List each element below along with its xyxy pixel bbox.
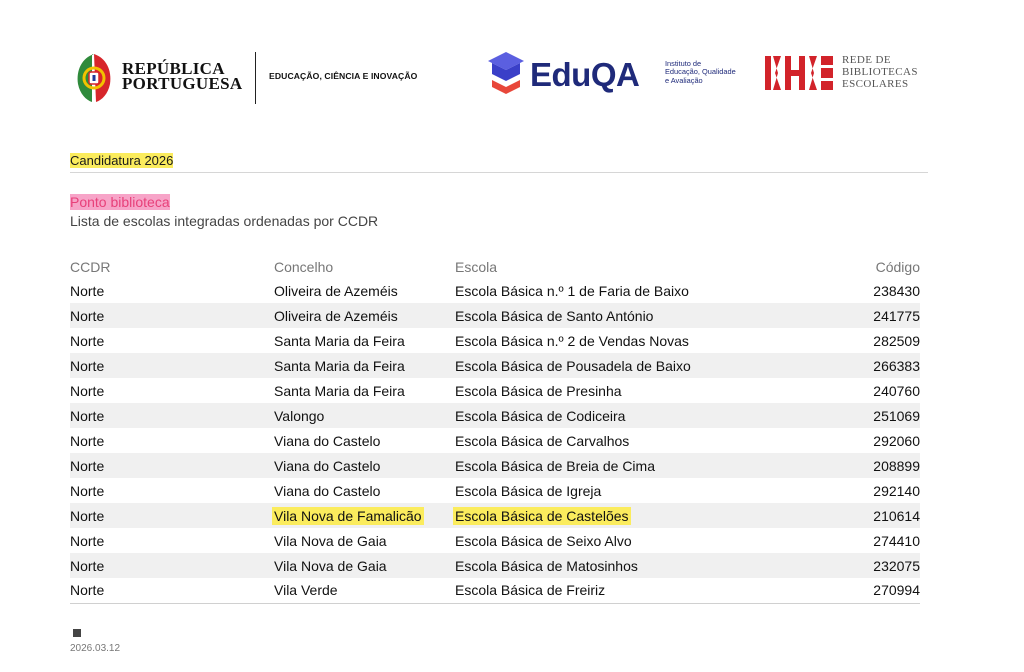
- cell-escola: [455, 503, 785, 528]
- table-row: [70, 453, 920, 478]
- cell-codigo: 274410: [873, 532, 920, 549]
- table-row: [70, 303, 920, 328]
- table-row: [70, 578, 920, 603]
- cell-concelho: Viana do Castelo: [274, 453, 455, 478]
- cell-codigo: 292060: [873, 432, 920, 449]
- rbe-line: REDE DE: [842, 54, 891, 66]
- table-row: [70, 528, 920, 553]
- eduqa-sub-line: e Avaliação: [665, 75, 703, 85]
- table-row: [70, 378, 920, 403]
- cell-escola: Escola Básica de Seixo Alvo: [455, 532, 632, 549]
- logo-divider: [255, 52, 256, 104]
- cell-codigo: 266383: [785, 353, 920, 378]
- cell-codigo: 238430: [873, 282, 920, 299]
- schools-table: [70, 256, 920, 604]
- document-date: 2026.03.12: [70, 643, 121, 654]
- cell-codigo: 210614: [785, 503, 920, 528]
- eduqa-sub-line: Instituto de: [665, 59, 702, 68]
- footer-square-icon: [73, 629, 81, 637]
- table-row-highlighted: [70, 503, 920, 528]
- republica-portuguesa-wordmark: [122, 61, 242, 91]
- cell-ccdr: Norte: [70, 578, 274, 603]
- table-row: [70, 478, 920, 503]
- table-row: [70, 328, 920, 353]
- rbe-line: ESCOLARES: [842, 78, 909, 90]
- cell-ccdr: Norte: [70, 503, 274, 528]
- republica-line: REPÚBLICA: [122, 59, 225, 78]
- rbe-wordmark: [842, 54, 918, 90]
- column-header-escola: Escola: [455, 259, 498, 275]
- cell-concelho: Santa Maria da Feira: [274, 382, 405, 399]
- cell-escola: Escola Básica de Matosinhos: [455, 553, 785, 578]
- cell-ccdr: Norte: [70, 453, 274, 478]
- cell-codigo: 240760: [873, 382, 920, 399]
- eduqa-name-text: EduQA: [530, 56, 640, 93]
- cell-escola: Escola Básica de Pousadela de Baixo: [455, 353, 785, 378]
- highlighted-concelho: Vila Nova de Famalicão: [274, 507, 422, 524]
- rbe-bars-icon: [765, 54, 835, 92]
- cell-ccdr: Norte: [70, 553, 274, 578]
- cell-ccdr: Norte: [70, 403, 274, 428]
- cell-ccdr: Norte: [70, 303, 274, 328]
- cell-codigo: 270994: [785, 578, 920, 603]
- cell-escola: Escola Básica de Carvalhos: [455, 432, 630, 449]
- column-header-codigo: Código: [875, 259, 920, 275]
- section-divider: [70, 172, 928, 173]
- cell-concelho: Oliveira de Azeméis: [274, 303, 455, 328]
- cell-concelho: Vila Nova de Gaia: [274, 532, 387, 549]
- cell-codigo: 292140: [873, 482, 920, 499]
- candidatura-text: Candidatura 2026: [70, 153, 174, 168]
- candidatura-label: [70, 153, 173, 168]
- eduqa-wordmark: [530, 56, 639, 94]
- eduqa-subtitle: [665, 60, 736, 85]
- cell-concelho: Viana do Castelo: [274, 482, 381, 499]
- cell-concelho: Santa Maria da Feira: [274, 332, 405, 349]
- eduqa-sub-line: Educação, Qualidade: [665, 67, 736, 77]
- cell-ccdr: Norte: [70, 532, 105, 549]
- cell-ccdr: Norte: [70, 382, 105, 399]
- eduqa-mortarboard-icon: [486, 50, 526, 98]
- cell-ccdr: Norte: [70, 482, 105, 499]
- cell-concelho: Oliveira de Azeméis: [274, 282, 398, 299]
- cell-escola: Escola Básica de Santo António: [455, 303, 785, 328]
- cell-ccdr: Norte: [70, 353, 274, 378]
- cell-escola: Escola Básica de Igreja: [455, 482, 602, 499]
- cell-codigo: 241775: [785, 303, 920, 328]
- cell-concelho: Santa Maria da Feira: [274, 353, 455, 378]
- column-header-ccdr: CCDR: [70, 259, 111, 275]
- highlighted-escola: Escola Básica de Castelões: [455, 507, 629, 524]
- table-row: [70, 403, 920, 428]
- cell-escola: Escola Básica n.º 1 de Faria de Baixo: [455, 282, 689, 299]
- cell-escola: Escola Básica de Codiceira: [455, 403, 785, 428]
- cell-ccdr: Norte: [70, 332, 105, 349]
- cell-ccdr: Norte: [70, 282, 105, 299]
- column-header-concelho: Concelho: [274, 259, 334, 275]
- table-row: [70, 553, 920, 578]
- table-header-row: [70, 256, 920, 278]
- table-row: [70, 353, 920, 378]
- list-description: Lista de escolas integradas ordenadas por CCDR: [70, 213, 379, 229]
- cell-concelho: Vila Nova de Gaia: [274, 553, 455, 578]
- cell-concelho: Vila Verde: [274, 578, 455, 603]
- program-text: Ponto biblioteca: [70, 194, 170, 210]
- cell-escola: Escola Básica de Freiriz: [455, 578, 785, 603]
- cell-codigo: 251069: [785, 403, 920, 428]
- portuguesa-line: PORTUGUESA: [122, 74, 243, 93]
- ministry-name: EDUCAÇÃO, CIÊNCIA E INOVAÇÃO: [269, 71, 418, 81]
- cell-escola: Escola Básica de Breia de Cima: [455, 453, 785, 478]
- cell-ccdr: Norte: [70, 432, 105, 449]
- cell-codigo: 282509: [873, 332, 920, 349]
- cell-escola: Escola Básica n.º 2 de Vendas Novas: [455, 332, 689, 349]
- cell-escola: Escola Básica de Presinha: [455, 382, 622, 399]
- header-logos: [72, 48, 932, 108]
- cell-concelho: Valongo: [274, 403, 455, 428]
- cell-codigo: 232075: [785, 553, 920, 578]
- program-title: [70, 194, 170, 210]
- cell-codigo: 208899: [785, 453, 920, 478]
- portugal-emblem-icon: [74, 52, 114, 104]
- table-row: [70, 428, 920, 453]
- cell-concelho: Viana do Castelo: [274, 432, 381, 449]
- cell-concelho: [274, 503, 455, 528]
- table-row: [70, 278, 920, 303]
- rbe-line: BIBLIOTECAS: [842, 66, 918, 78]
